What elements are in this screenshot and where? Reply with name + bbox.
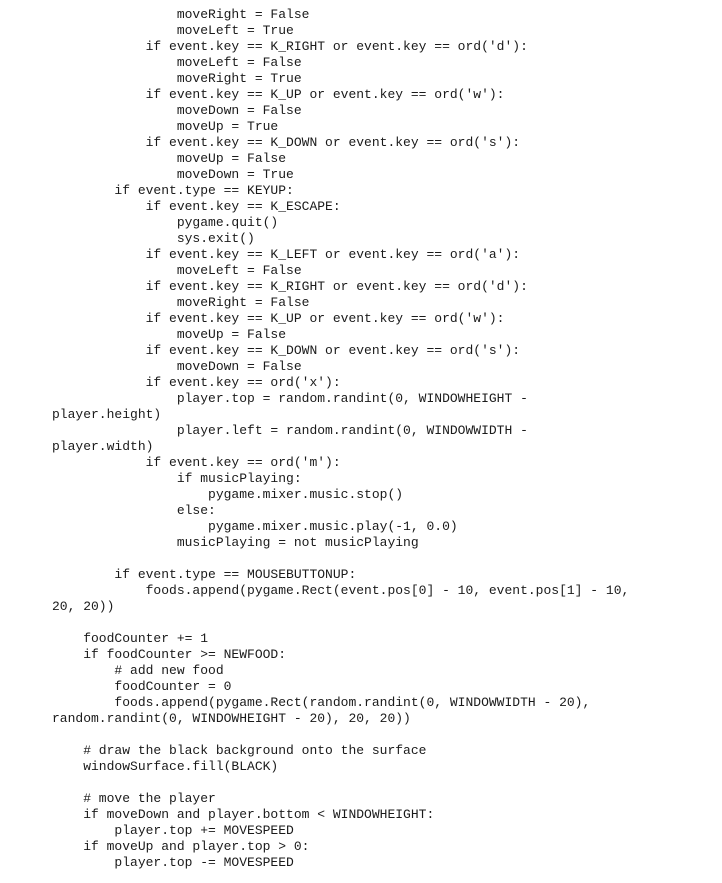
code-line: # move the player — [52, 791, 216, 806]
code-line: player.top = random.randint(0, WINDOWHEIGHT - — [52, 391, 528, 406]
code-line: player.left = random.randint(0, WINDOWWIDTH - — [52, 423, 528, 438]
code-line: pygame.mixer.music.play(-1, 0.0) — [52, 519, 458, 534]
code-line: moveUp = True — [52, 119, 279, 134]
code-line: if moveUp and player.top > 0: — [52, 839, 310, 854]
code-line: moveUp = False — [52, 151, 287, 166]
code-line: player.width) — [52, 439, 154, 454]
code-line: foodCounter = 0 — [52, 679, 232, 694]
code-line: if musicPlaying: — [52, 471, 302, 486]
code-line: if event.key == K_ESCAPE: — [52, 199, 341, 214]
code-line: if event.type == MOUSEBUTTONUP: — [52, 567, 357, 582]
code-line: foods.append(pygame.Rect(random.randint(0, WINDOWWIDTH - 20), — [52, 695, 591, 710]
code-line: if event.key == K_UP or event.key == ord('w'): — [52, 311, 505, 326]
code-line: musicPlaying = not musicPlaying — [52, 535, 419, 550]
code-line: foodCounter += 1 — [52, 631, 209, 646]
code-line: pygame.quit() — [52, 215, 279, 230]
code-line: if event.key == K_RIGHT or event.key == ord('d'): — [52, 279, 528, 294]
code-line: pygame.mixer.music.stop() — [52, 487, 404, 502]
code-line: windowSurface.fill(BLACK) — [52, 759, 279, 774]
code-line: if event.key == K_UP or event.key == ord('w'): — [52, 87, 505, 102]
code-line: moveLeft = False — [52, 263, 302, 278]
code-line: if event.key == K_DOWN or event.key == ord('s'): — [52, 343, 521, 358]
code-line: moveDown = True — [52, 167, 294, 182]
code-line: if event.key == K_DOWN or event.key == ord('s'): — [52, 135, 521, 150]
code-line: if event.type == KEYUP: — [52, 183, 294, 198]
code-line: if event.key == K_LEFT or event.key == ord('a'): — [52, 247, 521, 262]
code-line: if moveDown and player.bottom < WINDOWHEIGHT: — [52, 807, 435, 822]
code-line: foods.append(pygame.Rect(event.pos[0] - 10, event.pos[1] - 10, — [52, 583, 630, 598]
code-line: moveLeft = False — [52, 55, 302, 70]
code-line: moveLeft = True — [52, 23, 294, 38]
code-line: if foodCounter >= NEWFOOD: — [52, 647, 287, 662]
code-line: moveRight = False — [52, 295, 310, 310]
code-line: sys.exit() — [52, 231, 255, 246]
code-line: random.randint(0, WINDOWHEIGHT - 20), 20, 20)) — [52, 711, 411, 726]
code-line: moveDown = False — [52, 359, 302, 374]
code-line: # draw the black background onto the surface — [52, 743, 427, 758]
code-line: player.top -= MOVESPEED — [52, 855, 294, 870]
code-line: if event.key == ord('x'): — [52, 375, 341, 390]
code-line: 20, 20)) — [52, 599, 115, 614]
code-line: if event.key == K_RIGHT or event.key == ord('d'): — [52, 39, 528, 54]
code-line: moveUp = False — [52, 327, 287, 342]
code-line: moveRight = False — [52, 7, 310, 22]
code-line: moveRight = True — [52, 71, 302, 86]
code-line: # add new food — [52, 663, 224, 678]
code-line: player.height) — [52, 407, 162, 422]
code-line: if event.key == ord('m'): — [52, 455, 341, 470]
code-line: player.top += MOVESPEED — [52, 823, 294, 838]
code-line: else: — [52, 503, 216, 518]
code-line: moveDown = False — [52, 103, 302, 118]
